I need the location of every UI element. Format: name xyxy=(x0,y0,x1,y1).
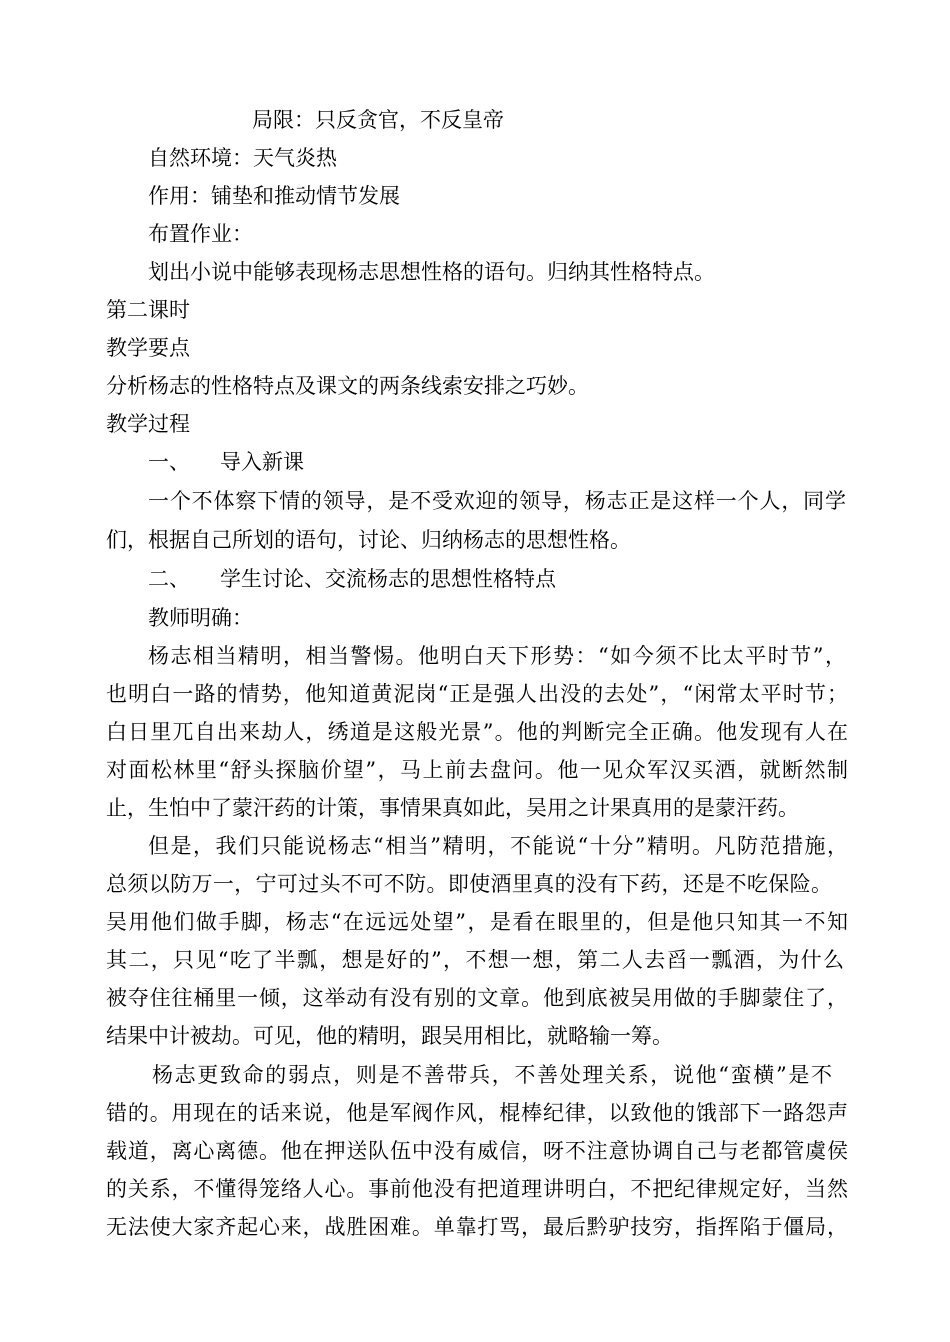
text-line: 错的。用现在的话来说，他是军阀作风，棍棒纪律，以致他的饿部下一路怨声 xyxy=(106,1101,848,1125)
section-heading: 教学要点 xyxy=(106,336,190,360)
list-marker: 一、 xyxy=(148,450,190,474)
text-line: 总须以防万一，宁可过头不可不防。即使酒里真的没有下药，还是不吃保险。 xyxy=(106,872,832,896)
text-line: 自然环境：天气炎热 xyxy=(148,146,337,170)
text-line: 杨志更致命的弱点，则是不善带兵，不善处理关系，说他“蛮横”是不 xyxy=(152,1063,832,1087)
text-line: 们，根据自己所划的语句，讨论、归纳杨志的思想性格。 xyxy=(106,528,631,552)
text-line: 载道，离心离德。他在押送队伍中没有威信，呀不注意协调自己与老都管虞侯 xyxy=(106,1139,848,1163)
section-heading: 教学过程 xyxy=(106,412,190,436)
list-item-text: 导入新课 xyxy=(220,450,304,474)
text-line: 结果中计被劫。可见，他的精明，跟吴用相比，就略输一筹。 xyxy=(106,1024,673,1048)
text-line: 作用：铺垫和推动情节发展 xyxy=(148,184,400,208)
text-line: 其二，只见“吃了半瓢，想是好的”，不想一想，第二人去舀一瓢酒，为什么 xyxy=(106,948,844,972)
text-line: 对面松林里“舒头探脑价望”，马上前去盘问。他一见众军汉买酒，就断然制 xyxy=(106,758,848,782)
text-line: 也明白一路的情势，他知道黄泥岗“正是强人出没的去处”，“闲常太平时节； xyxy=(106,682,848,706)
text-line: 的关系，不懂得笼络人心。事前他没有把道理讲明白，不把纪律规定好，当然 xyxy=(106,1177,848,1201)
text-line: 一个不体察下情的领导，是不受欢迎的领导，杨志正是这样一个人，同学 xyxy=(148,489,846,513)
text-line: 教师明确： xyxy=(148,606,253,630)
text-line: 局限：只反贪官，不反皇帝 xyxy=(252,108,504,132)
text-line: 止，生怕中了蒙汗药的计策，事情果真如此，吴用之计果真用的是蒙汗药。 xyxy=(106,796,799,820)
text-line: 吴用他们做手脚，杨志“在远远处望”，是看在眼里的，但是他只知其一不知 xyxy=(106,910,848,934)
section-heading: 第二课时 xyxy=(106,298,190,322)
text-line: 无法使大家齐起心来，战胜困难。单靠打骂，最后黔驴技穷，指挥陷于僵局， xyxy=(106,1215,848,1239)
text-line: 白日里兀自出来劫人，绣道是这般光景”。他的判断完全正确。他发现有人在 xyxy=(106,720,848,744)
text-line: 但是，我们只能说杨志“相当”精明，不能说“十分”精明。凡防范措施， xyxy=(148,834,848,858)
list-marker: 二、 xyxy=(148,567,190,591)
text-line: 布置作业： xyxy=(148,222,253,246)
text-line: 划出小说中能够表现杨志思想性格的语句。归纳其性格特点。 xyxy=(148,260,715,284)
text-line: 杨志相当精明，相当警惕。他明白天下形势：“如今须不比太平时节”， xyxy=(148,644,846,668)
list-item-text: 学生讨论、交流杨志的思想性格特点 xyxy=(220,567,556,591)
text-line: 分析杨志的性格特点及课文的两条线索安排之巧妙。 xyxy=(106,374,589,398)
text-line: 被夺住往桶里一倾，这举动有没有别的文章。他到底被吴用做的手脚蒙住了， xyxy=(106,986,848,1010)
